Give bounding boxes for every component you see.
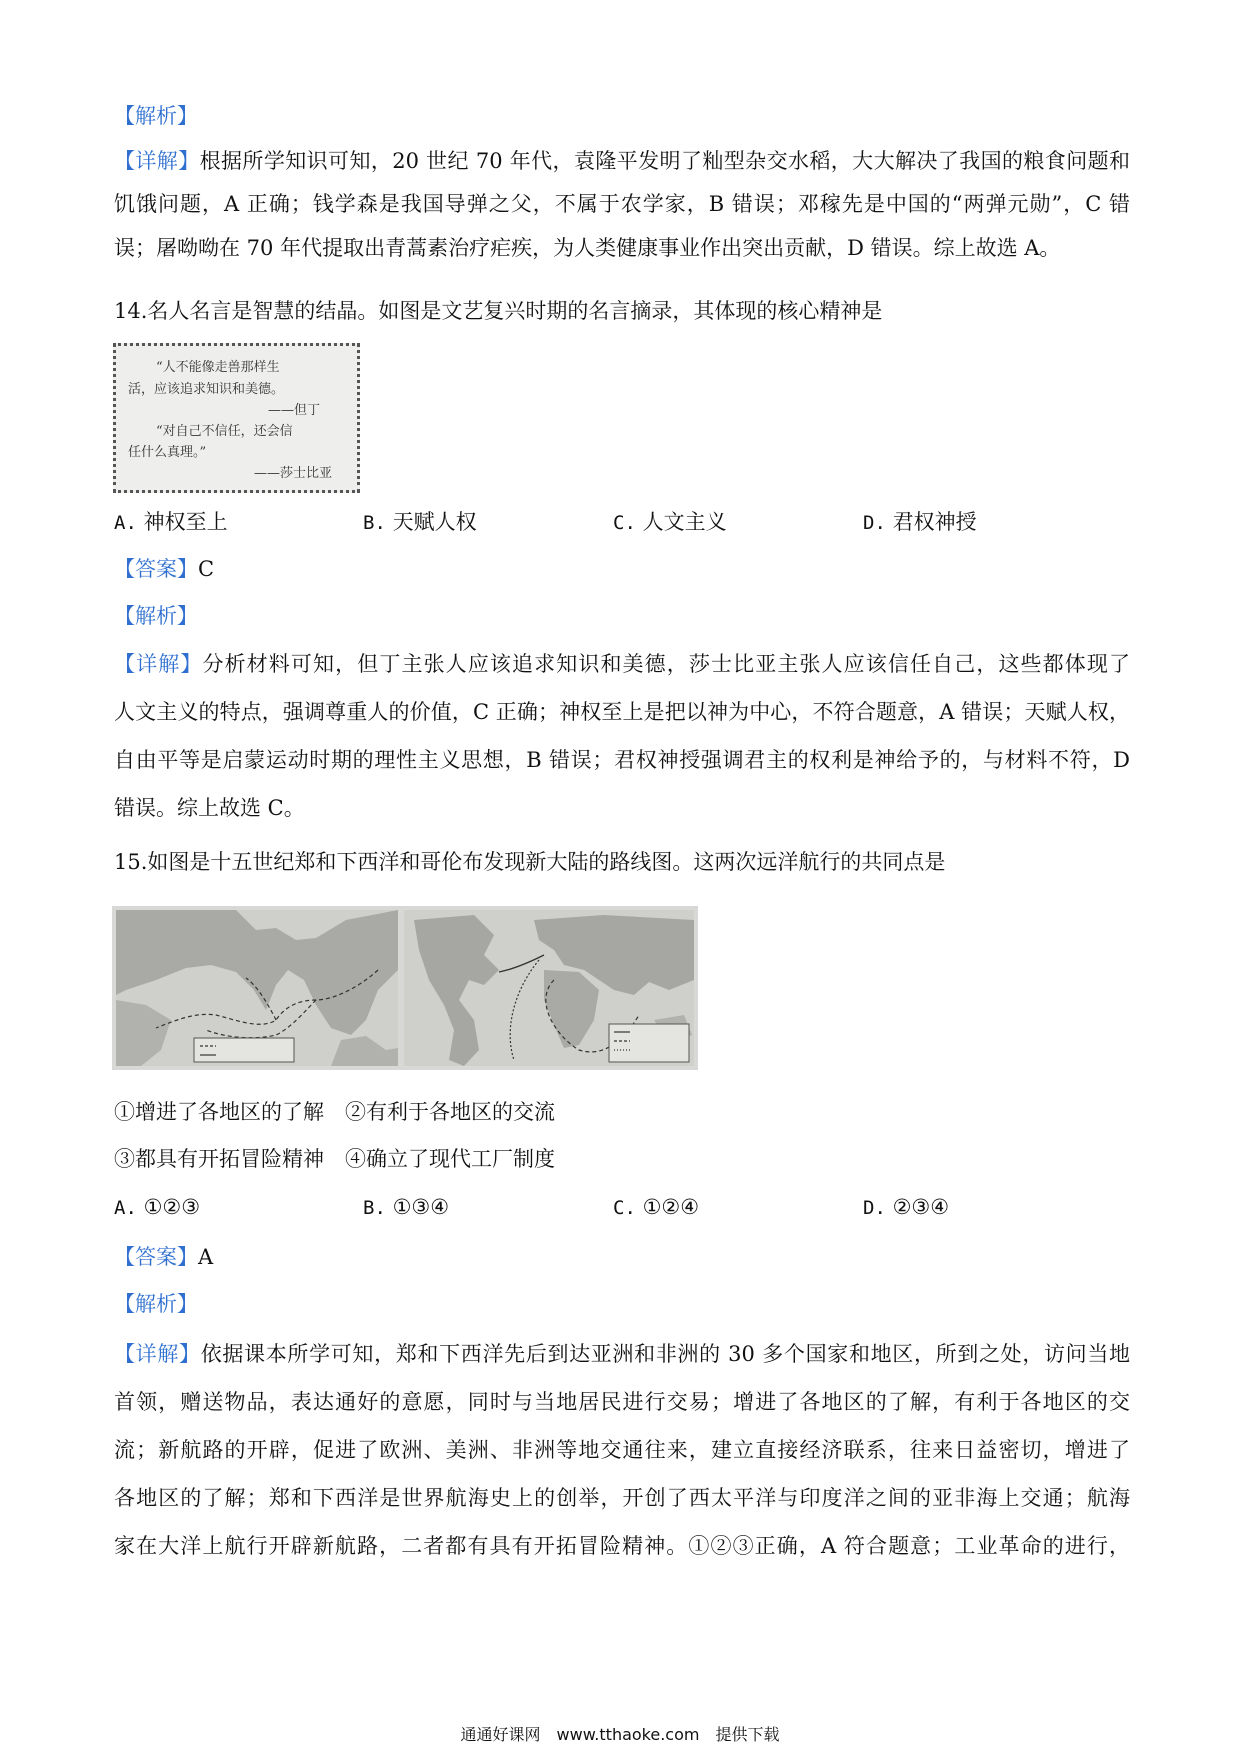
detail-line-15-3: 流；新航路的开辟，促进了欧洲、美洲、非洲等地交通往来，建立直接经济联系，往来日益密切，增进了 [114,1438,1130,1462]
detail-line-14-3: 自由平等是启蒙运动时期的理性主义思想，B 错误；君权神授强调君主的权利是神给予的，与材料不符，D [114,748,1130,772]
option-14-d[interactable]: D. 君权神授 [863,510,977,534]
option-14-c[interactable]: C. 人文主义 [613,510,727,534]
option-15-d[interactable]: D. ②③④ [863,1195,950,1219]
detail-tag-14: 【详解】 [114,652,203,676]
quote-figure [113,343,360,493]
zheng-he-route-map [116,910,398,1066]
detail-line-13-2: 饥饿问题，A 正确；钱学森是我国导弹之父，不属于农学家，B 错误；邓稼先是中国的“两弹元勋”，C 错 [114,192,1130,216]
voyage-maps-figure [112,906,698,1070]
statement-line-2: ③都具有开拓冒险精神 ④确立了现代工厂制度 [114,1147,555,1171]
option-15-b[interactable]: B. ①③④ [363,1195,450,1219]
option-15-c[interactable]: C. ①②④ [613,1195,700,1219]
detail-line-13-3: 误；屠呦呦在 70 年代提取出青蒿素治疗疟疾，为人类健康事业作出突出贡献，D 错误。综上故选 A。 [114,236,1061,260]
option-14-b[interactable]: B. 天赋人权 [363,510,477,534]
question-15-stem: 15.如图是十五世纪郑和下西洋和哥伦布发现新大陆的路线图。这两次远洋航行的共同点是 [114,850,946,874]
detail-line-14-4: 错误。综上故选 C。 [114,796,305,820]
detail-tag-13: 【详解】 [114,149,200,173]
detail-line-14-2: 人文主义的特点，强调尊重人的价值，C 正确；神权至上是把以神为中心，不符合题意，A 错误；天赋人权， [114,700,1130,724]
quote-line: 任什么真理。” [128,445,207,460]
quote-line: “人不能像走兽那样生 [156,360,280,375]
analysis-heading-14: 【解析】 [114,604,198,628]
columbus-route-map [404,910,694,1066]
option-14-a[interactable]: A. 神权至上 [114,510,228,534]
analysis-heading-15: 【解析】 [114,1292,198,1316]
option-15-a[interactable]: A. ①②③ [114,1195,201,1219]
quote-author: ——但丁 [268,403,321,418]
detail-line-14-1: 【详解】分析材料可知，但丁主张人应该追求知识和美德，莎士比亚主张人应该信任自己，这些都体现了 [114,652,1131,676]
statement-line-1: ①增进了各地区的了解 ②有利于各地区的交流 [114,1100,555,1124]
question-14-stem: 14.名人名言是智慧的结晶。如图是文艺复兴时期的名言摘录，其体现的核心精神是 [114,299,883,323]
detail-line-15-2: 首领，赠送物品，表达通好的意愿，同时与当地居民进行交易；增进了各地区的了解，有利于各地区的交 [114,1390,1130,1414]
answer-15: 【答案】A [114,1245,214,1269]
quote-line: 活，应该追求知识和美德。 [128,382,285,397]
detail-tag-15: 【详解】 [114,1342,201,1366]
quote-author: ——莎士比亚 [254,466,333,481]
detail-line-15-5: 家在大洋上航行开辟新航路，二者都有具有开拓冒险精神。①②③正确，A 符合题意；工业革命的进行， [114,1534,1130,1558]
detail-line-15-4: 各地区的了解；郑和下西洋是世界航海史上的创举，开创了西太平洋与印度洋之间的亚非海上交通；航海 [114,1486,1130,1510]
quote-line: “对自己不信任，还会信 [156,424,293,439]
answer-14: 【答案】C [114,557,215,581]
detail-line-15-1: 【详解】依据课本所学可知，郑和下西洋先后到达亚洲和非洲的 30 多个国家和地区，所到之处，访问当地 [114,1342,1131,1366]
analysis-heading-13: 【解析】 [114,104,198,128]
detail-line-13-1: 【详解】根据所学知识可知，20 世纪 70 年代，袁隆平发明了籼型杂交水稻，大大解决了我国的粮食问题和 [114,149,1131,173]
page-footer: 通通好课网 www.tthaoke.com 提供下载 [460,1725,780,1744]
